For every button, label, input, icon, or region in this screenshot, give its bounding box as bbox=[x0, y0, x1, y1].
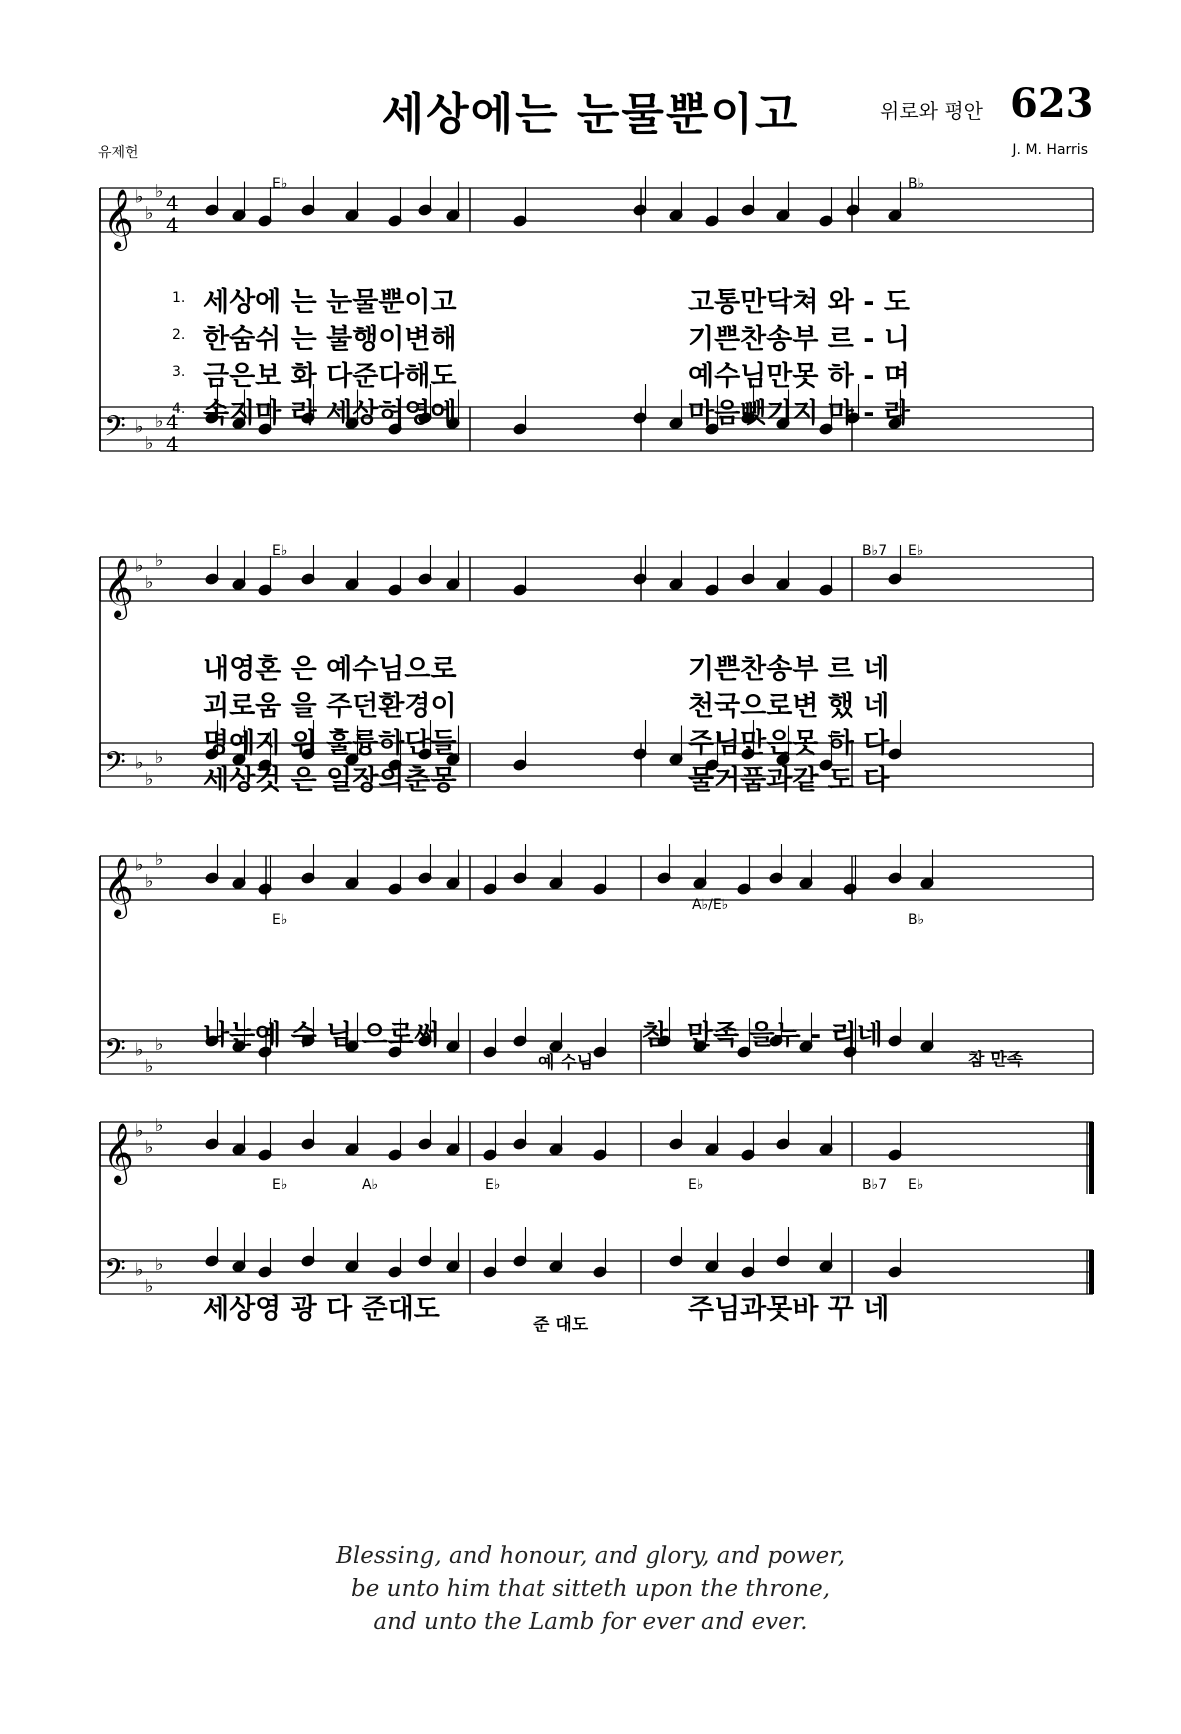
lyric-line: 주님만은못 하 다 bbox=[688, 728, 890, 759]
refrain-lyric: 참 만족 을누 - 리네 bbox=[642, 1020, 883, 1051]
key-flat: ♭ bbox=[135, 1039, 144, 1061]
final-barline-thick bbox=[1089, 1250, 1094, 1294]
time-signature: 4 bbox=[166, 432, 179, 456]
chord-symbol: E♭ bbox=[272, 543, 288, 559]
chord-symbol: E♭ bbox=[485, 1177, 501, 1193]
key-flat: ♭ bbox=[155, 1253, 164, 1275]
refrain-lyric: 주님과못바 꾸 네 bbox=[688, 1294, 890, 1325]
refrain-lyric: 나는예 수 님 으로써 bbox=[203, 1020, 440, 1051]
echo-lyric: 준 대도 bbox=[533, 1315, 589, 1335]
key-flat: ♭ bbox=[155, 746, 164, 768]
chord-symbol: A♭/E♭ bbox=[692, 897, 729, 913]
bass-clef: 𝄢 bbox=[104, 1253, 126, 1293]
key-flat: ♭ bbox=[145, 1055, 154, 1077]
key-flat: ♭ bbox=[155, 180, 164, 202]
chord-symbol: E♭ bbox=[908, 543, 924, 559]
lyric-line: 마음뺏기지 마 - 라 bbox=[688, 398, 910, 429]
key-flat: ♭ bbox=[155, 410, 164, 432]
key-flat: ♭ bbox=[135, 1120, 144, 1142]
bass-clef: 𝄢 bbox=[104, 410, 126, 450]
lyric-line: 고통만닥쳐 와 - 도 bbox=[688, 287, 910, 318]
treble-clef: 𝄞 bbox=[103, 1123, 134, 1183]
lyric-line: 한숨쉬 는 불행이변해 bbox=[203, 324, 457, 355]
lyric-line: 천국으로변 했 네 bbox=[688, 691, 890, 722]
lyric-line: 물거품과같 도 다 bbox=[688, 765, 890, 796]
echo-lyric: 참 만족 bbox=[968, 1050, 1024, 1070]
refrain-lyric: 세상영 광 다 준대도 bbox=[203, 1294, 440, 1325]
key-flat: ♭ bbox=[155, 1114, 164, 1136]
key-flat: ♭ bbox=[145, 432, 154, 454]
verse-number: 3. bbox=[172, 364, 186, 380]
chord-symbol: B♭7 bbox=[862, 1177, 888, 1193]
scripture-line: be unto him that sitteth upon the throne, bbox=[350, 1576, 831, 1602]
lyric-line: 예수님만못 하 - 며 bbox=[688, 361, 910, 392]
key-flat: ♭ bbox=[145, 768, 154, 790]
key-flat: ♭ bbox=[145, 1136, 154, 1158]
scripture-line: Blessing, and honour, and glory, and power, bbox=[335, 1543, 846, 1569]
lyric-line: 속지마 라 세상허영에 bbox=[203, 398, 457, 429]
final-barline-thick bbox=[1089, 1122, 1094, 1194]
hymn-category: 위로와 평안 bbox=[880, 99, 983, 123]
lyric-line: 기쁜찬송부 르 네 bbox=[688, 654, 890, 685]
bass-clef: 𝄢 bbox=[104, 1033, 126, 1073]
lyric-line: 명예지 위 훌륭하단들 bbox=[203, 728, 457, 759]
verse-number: 1. bbox=[172, 290, 186, 306]
treble-clef: 𝄞 bbox=[103, 189, 134, 249]
chord-symbol: E♭ bbox=[272, 1177, 288, 1193]
hymn-number: 623 bbox=[1010, 80, 1094, 127]
key-flat: ♭ bbox=[155, 1033, 164, 1055]
treble-clef: 𝄞 bbox=[103, 857, 134, 917]
key-flat: ♭ bbox=[135, 854, 144, 876]
chord-symbol: B♭ bbox=[908, 176, 925, 192]
time-signature: 4 bbox=[166, 213, 179, 237]
verse-number: 2. bbox=[172, 327, 186, 343]
lyric-line: 세상것 은 일장의춘몽 bbox=[203, 765, 457, 796]
scripture-line: and unto the Lamb for ever and ever. bbox=[373, 1609, 808, 1635]
lyric-line: 금은보 화 다준다해도 bbox=[203, 361, 457, 392]
chord-symbol: B♭ bbox=[908, 912, 925, 928]
chord-symbol: E♭ bbox=[908, 1177, 924, 1193]
treble-clef: 𝄞 bbox=[103, 558, 134, 618]
chord-symbol: B♭7 bbox=[862, 543, 888, 559]
time-signature: 4 bbox=[166, 191, 179, 215]
hymn-title: 세상에는 눈물뿐이고 bbox=[381, 89, 800, 140]
key-flat: ♭ bbox=[135, 555, 144, 577]
key-flat: ♭ bbox=[145, 571, 154, 593]
lyric-line: 내영혼 은 예수님으로 bbox=[203, 654, 457, 685]
verse-number: 4. bbox=[172, 401, 186, 417]
key-flat: ♭ bbox=[135, 752, 144, 774]
time-signature: 4 bbox=[166, 410, 179, 434]
key-flat: ♭ bbox=[135, 416, 144, 438]
chord-symbol: A♭ bbox=[362, 1177, 379, 1193]
key-flat: ♭ bbox=[145, 870, 154, 892]
chord-symbol: E♭ bbox=[688, 1177, 704, 1193]
bass-clef: 𝄢 bbox=[104, 746, 126, 786]
lyricist: 유제헌 bbox=[98, 145, 139, 161]
key-flat: ♭ bbox=[145, 202, 154, 224]
key-flat: ♭ bbox=[145, 1275, 154, 1297]
chord-symbol: E♭ bbox=[272, 912, 288, 928]
echo-lyric: 예 수님 bbox=[538, 1053, 594, 1073]
chord-symbol: E♭ bbox=[272, 176, 288, 192]
key-flat: ♭ bbox=[135, 1259, 144, 1281]
key-flat: ♭ bbox=[155, 549, 164, 571]
lyric-line: 기쁜찬송부 르 - 니 bbox=[688, 324, 910, 355]
key-flat: ♭ bbox=[135, 186, 144, 208]
composer: J. M. Harris bbox=[1012, 142, 1088, 158]
lyric-line: 세상에 는 눈물뿐이고 bbox=[203, 287, 457, 318]
key-flat: ♭ bbox=[155, 848, 164, 870]
lyric-line: 괴로움 을 주던환경이 bbox=[203, 691, 457, 722]
